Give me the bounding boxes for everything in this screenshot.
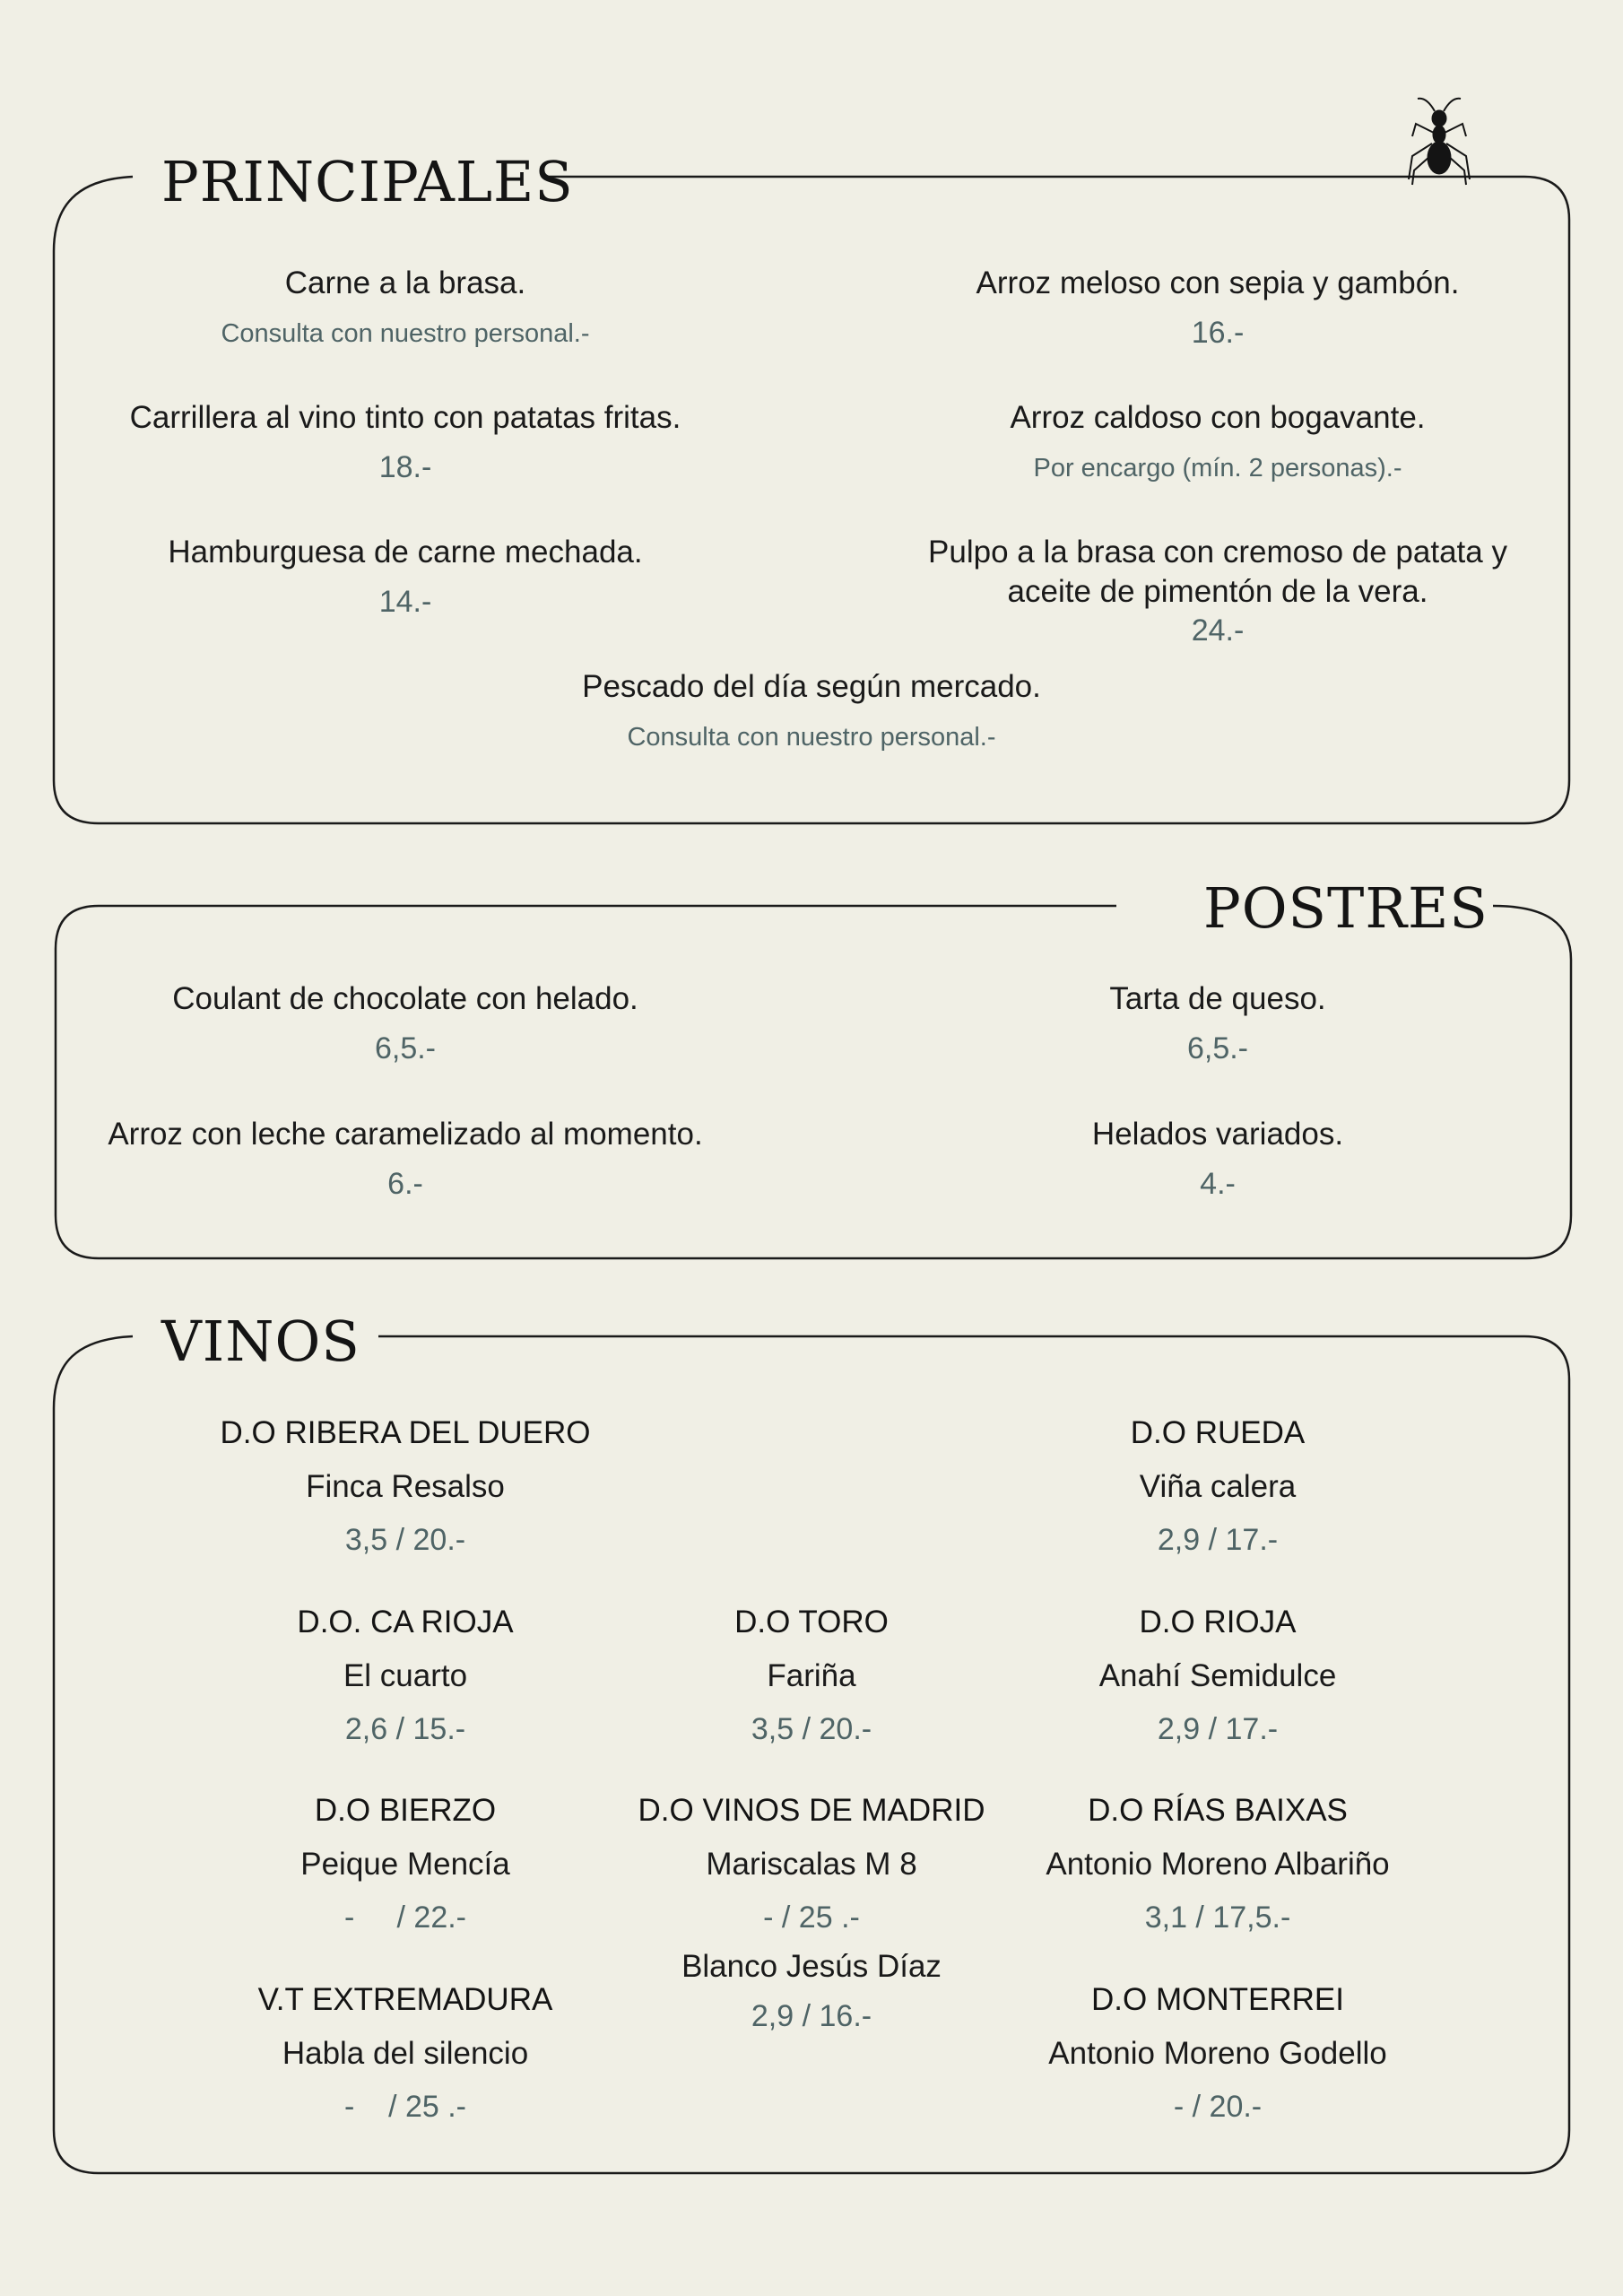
menu-item xyxy=(877,1115,1558,1203)
wine-region: D.O RUEDA xyxy=(1130,1415,1306,1450)
menu-item xyxy=(877,398,1558,486)
wine-name: Finca Resalso xyxy=(306,1469,505,1504)
wine-entry xyxy=(172,1413,638,1559)
wine-price: 3,5 / 20.- xyxy=(751,1712,872,1746)
principales-title: PRINCIPALES xyxy=(161,149,574,214)
wine-price: 3,5 / 20.- xyxy=(344,1523,466,1557)
postres-frame xyxy=(56,906,1571,1258)
wine-price: - / 20.- xyxy=(1173,2090,1263,2124)
wine-region: D.O BIERZO xyxy=(314,1793,497,1828)
item-price: Por encargo (mín. 2 personas).- xyxy=(1033,454,1402,483)
menu-item xyxy=(877,264,1558,352)
item-price: 16.- xyxy=(1191,316,1245,350)
item-price: 6,5.- xyxy=(374,1031,437,1065)
item-name: Arroz meloso con sepia y gambón. xyxy=(976,265,1460,300)
wine-entry xyxy=(172,1603,638,1748)
menu-item xyxy=(471,667,1152,755)
menu-item xyxy=(65,979,746,1067)
item-name: Arroz con leche caramelizado al momento. xyxy=(108,1117,703,1152)
wine-name: Blanco Jesús Díaz xyxy=(681,1949,942,1984)
item-price: Consulta con nuestro personal.- xyxy=(221,319,590,348)
wine-name: Viña calera xyxy=(1139,1469,1297,1504)
item-price: 24.- xyxy=(1191,613,1245,648)
menu-item xyxy=(65,1115,746,1203)
item-name-line-2: aceite de pimentón de la vera. xyxy=(1007,574,1428,609)
wine-price: 2,9 / 17.- xyxy=(1157,1712,1279,1746)
wine-region: D.O. CA RIOJA xyxy=(297,1605,514,1639)
wine-region: V.T EXTREMADURA xyxy=(257,1982,553,2017)
wine-price: 3,1 / 17,5.- xyxy=(1144,1900,1291,1935)
wine-name: Mariscalas M 8 xyxy=(706,1847,917,1882)
wine-name: Peique Mencía xyxy=(300,1847,510,1882)
wine-entry xyxy=(985,1980,1451,2126)
item-price: 18.- xyxy=(378,450,432,484)
wine-price: - / 25 .- xyxy=(763,1900,860,1935)
menu-item xyxy=(877,533,1558,649)
wine-entry xyxy=(172,1791,638,1936)
wine-price: 2,6 / 15.- xyxy=(344,1712,466,1746)
vinos-title: VINOS xyxy=(161,1309,360,1374)
wine-name: Anahí Semidulce xyxy=(1098,1658,1337,1693)
item-name-line-1: Pulpo a la brasa con cremoso de patata y xyxy=(928,535,1507,570)
menu-item xyxy=(65,533,746,621)
item-price: 6,5.- xyxy=(1186,1031,1249,1065)
wine-entry xyxy=(985,1413,1451,1559)
item-name: Coulant de chocolate con helado. xyxy=(172,981,638,1016)
item-name: Pescado del día según mercado. xyxy=(582,669,1041,704)
menu-item xyxy=(65,398,746,486)
item-price: Consulta con nuestro personal.- xyxy=(627,723,996,752)
wine-entry xyxy=(985,1603,1451,1748)
wine-price: - / 25 .- xyxy=(343,2090,467,2124)
postres-title: POSTRES xyxy=(1203,875,1488,941)
wine-name: Antonio Moreno Albariño xyxy=(1046,1847,1390,1882)
wine-region: D.O TORO xyxy=(734,1605,889,1639)
wine-entry xyxy=(578,1603,1045,1748)
item-name: Helados variados. xyxy=(1091,1117,1344,1152)
wine-entry xyxy=(985,1791,1451,1936)
item-name: Arroz caldoso con bogavante. xyxy=(1010,400,1426,435)
wine-region: D.O RIBERA DEL DUERO xyxy=(220,1415,591,1450)
wine-region: D.O RÍAS BAIXAS xyxy=(1088,1793,1348,1828)
wine-name: El cuarto xyxy=(343,1658,468,1693)
item-price: 14.- xyxy=(378,585,432,619)
wine-region: D.O MONTERREI xyxy=(1091,1982,1344,2017)
menu-item xyxy=(65,264,746,352)
item-price: 4.- xyxy=(1200,1167,1236,1201)
wine-name: Fariña xyxy=(767,1658,856,1693)
wine-region: D.O VINOS DE MADRID xyxy=(638,1793,985,1828)
menu-item xyxy=(877,979,1558,1067)
wine-name: Antonio Moreno Godello xyxy=(1048,2036,1387,2071)
wine-price: 2,9 / 17.- xyxy=(1157,1523,1279,1557)
ant-icon xyxy=(1409,99,1470,185)
wine-entry xyxy=(172,1980,638,2126)
wine-price: 2,9 / 16.- xyxy=(751,1999,872,2033)
wine-name: Habla del silencio xyxy=(282,2036,529,2071)
item-price: 6.- xyxy=(387,1167,423,1201)
item-name: Carrillera al vino tinto con patatas fritas. xyxy=(129,400,681,435)
wine-price: - / 22.- xyxy=(343,1900,467,1935)
item-name: Carne a la brasa. xyxy=(284,265,526,300)
item-name: Tarta de queso. xyxy=(1109,981,1326,1016)
item-name: Hamburguesa de carne mechada. xyxy=(168,535,643,570)
wine-region: D.O RIOJA xyxy=(1139,1605,1297,1639)
wine-entry xyxy=(578,1791,1045,2035)
